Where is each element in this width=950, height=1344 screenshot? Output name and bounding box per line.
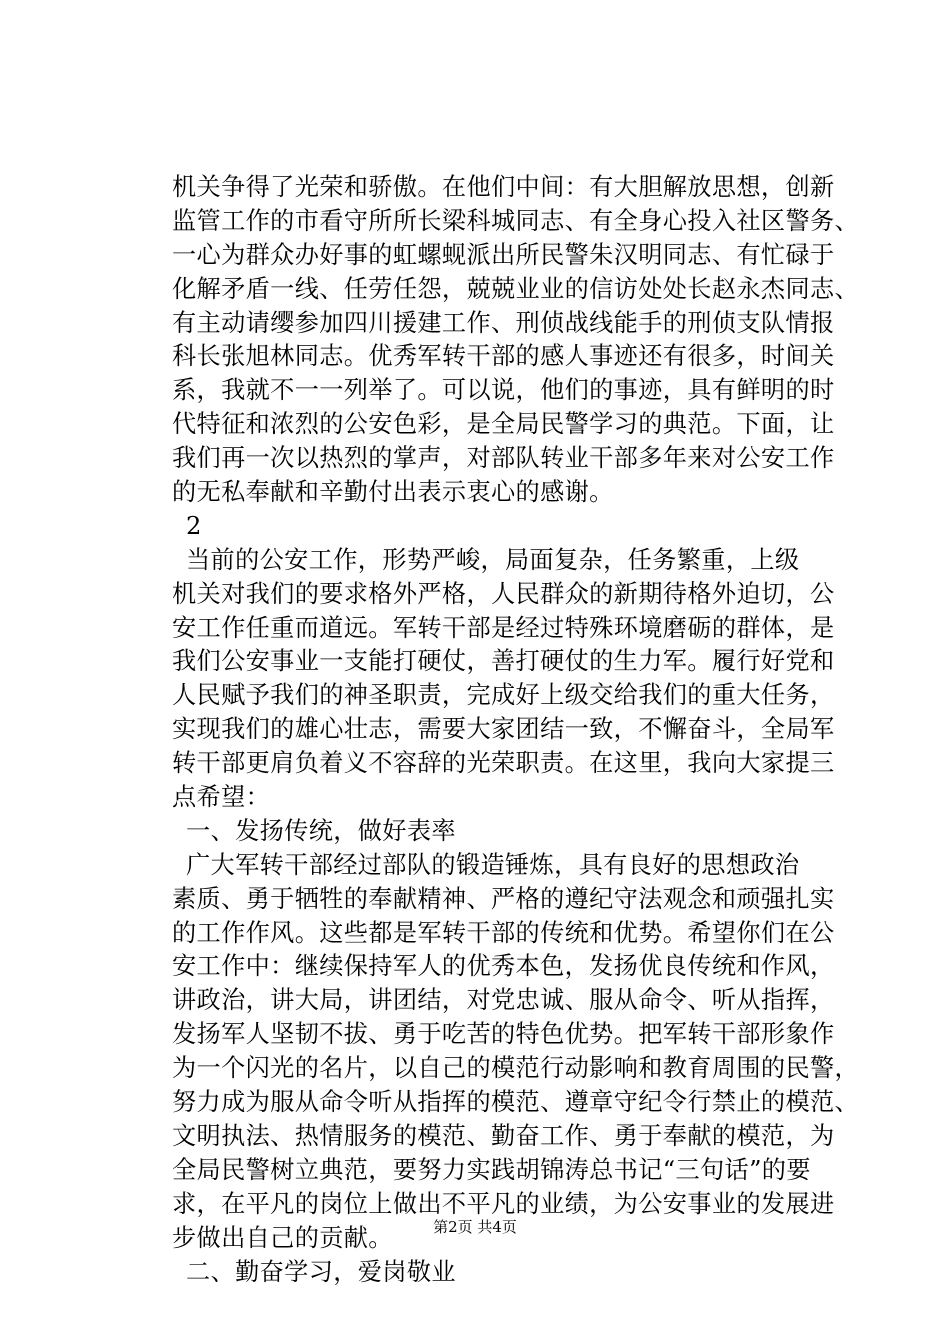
text-line: 素质、勇于牺牲的奉献精神、严格的遵纪守法观念和顽强扎实 xyxy=(172,884,835,913)
text-line: 步做出自己的贡献。 xyxy=(172,1223,393,1252)
text-line: 机关争得了光荣和骄傲。在他们中间：有大胆解放思想，创新 xyxy=(172,173,835,201)
text-line: 点希望： xyxy=(172,783,271,812)
text-line: 全局民警树立典范，要努力实践胡锦涛总书记“三句话”的要 xyxy=(172,1155,811,1184)
text-line: 一心为群众办好事的虹螺蚬派出所民警朱汉明同志、有忙碌于 xyxy=(172,240,835,269)
text-line: 监管工作的市看守所所长梁科城同志、有全身心投入社区警务、 xyxy=(172,206,860,235)
text-line: 我们公安事业一支能打硬仗，善打硬仗的生力军。履行好党和 xyxy=(172,647,835,676)
text-line: 化解矛盾一线、任劳任怨，兢兢业业的信访处处长赵永杰同志、 xyxy=(172,274,860,303)
text-line: 科长张旭林同志。优秀军转干部的感人事迹还有很多，时间关 xyxy=(172,342,835,371)
text-line: 实现我们的雄心壮志，需要大家团结一致，不懈奋斗，全局军 xyxy=(172,715,835,744)
body-text xyxy=(172,171,862,1289)
text-line: 系，我就不一一列举了。可以说，他们的事迹，具有鲜明的时 xyxy=(172,376,835,405)
text-line: 代特征和浓烈的公安色彩，是全局民警学习的典范。下面，让 xyxy=(172,410,835,439)
section-heading: 一、发扬传统，做好表率 xyxy=(186,816,456,845)
text-line: 文明执法、热情服务的模范、勤奋工作、勇于奉献的模范，为 xyxy=(172,1121,835,1150)
text-line: 发扬军人坚韧不拔、勇于吃苦的特色优势。把军转干部形象作 xyxy=(172,1020,835,1049)
text-line: 我们再一次以热烈的掌声，对部队转业干部多年来对公安工作 xyxy=(172,444,835,473)
text-line: 人民赋予我们的神圣职责，完成好上级交给我们的重大任务， xyxy=(172,681,835,710)
text-line: 机关对我们的要求格外严格，人民群众的新期待格外迫切，公 xyxy=(172,579,835,608)
paragraph-start-line: 当前的公安工作，形势严峻，局面复杂，任务繁重，上级 xyxy=(186,545,800,574)
text-line: 讲政治，讲大局，讲团结，对党忠诚、服从命令、听从指挥， xyxy=(172,986,835,1015)
text-line: 转干部更肩负着义不容辞的光荣职责。在这里，我向大家提三 xyxy=(172,749,835,778)
text-line: 的无私奉献和辛勤付出表示衷心的感谢。 xyxy=(172,478,614,507)
text-line: 安工作中：继续保持军人的优秀本色，发扬优良传统和作风， xyxy=(172,952,835,981)
text-line: 有主动请缨参加四川援建工作、刑侦战线能手的刑侦支队情报 xyxy=(172,308,835,337)
text-line: 努力成为服从命令听从指挥的模范、遵章守纪令行禁止的模范、 xyxy=(172,1088,860,1117)
section-number: 2 xyxy=(186,511,202,540)
text-line: 求，在平凡的岗位上做出不平凡的业绩，为公安事业的发展进 xyxy=(172,1189,835,1218)
section-heading: 二、勤奋学习，爱岗敬业 xyxy=(186,1257,456,1286)
paragraph-start-line: 广大军转干部经过部队的锻造锤炼，具有良好的思想政治 xyxy=(186,850,800,879)
text-line: 的工作作风。这些都是军转干部的传统和优势。希望你们在公 xyxy=(172,918,835,947)
page-number-footer: 第2页 共4页 xyxy=(433,1218,517,1236)
text-line: 安工作任重而道远。军转干部是经过特殊环境磨砺的群体，是 xyxy=(172,613,835,642)
text-line: 为一个闪光的名片，以自己的模范行动影响和教育周围的民警， xyxy=(172,1054,860,1083)
